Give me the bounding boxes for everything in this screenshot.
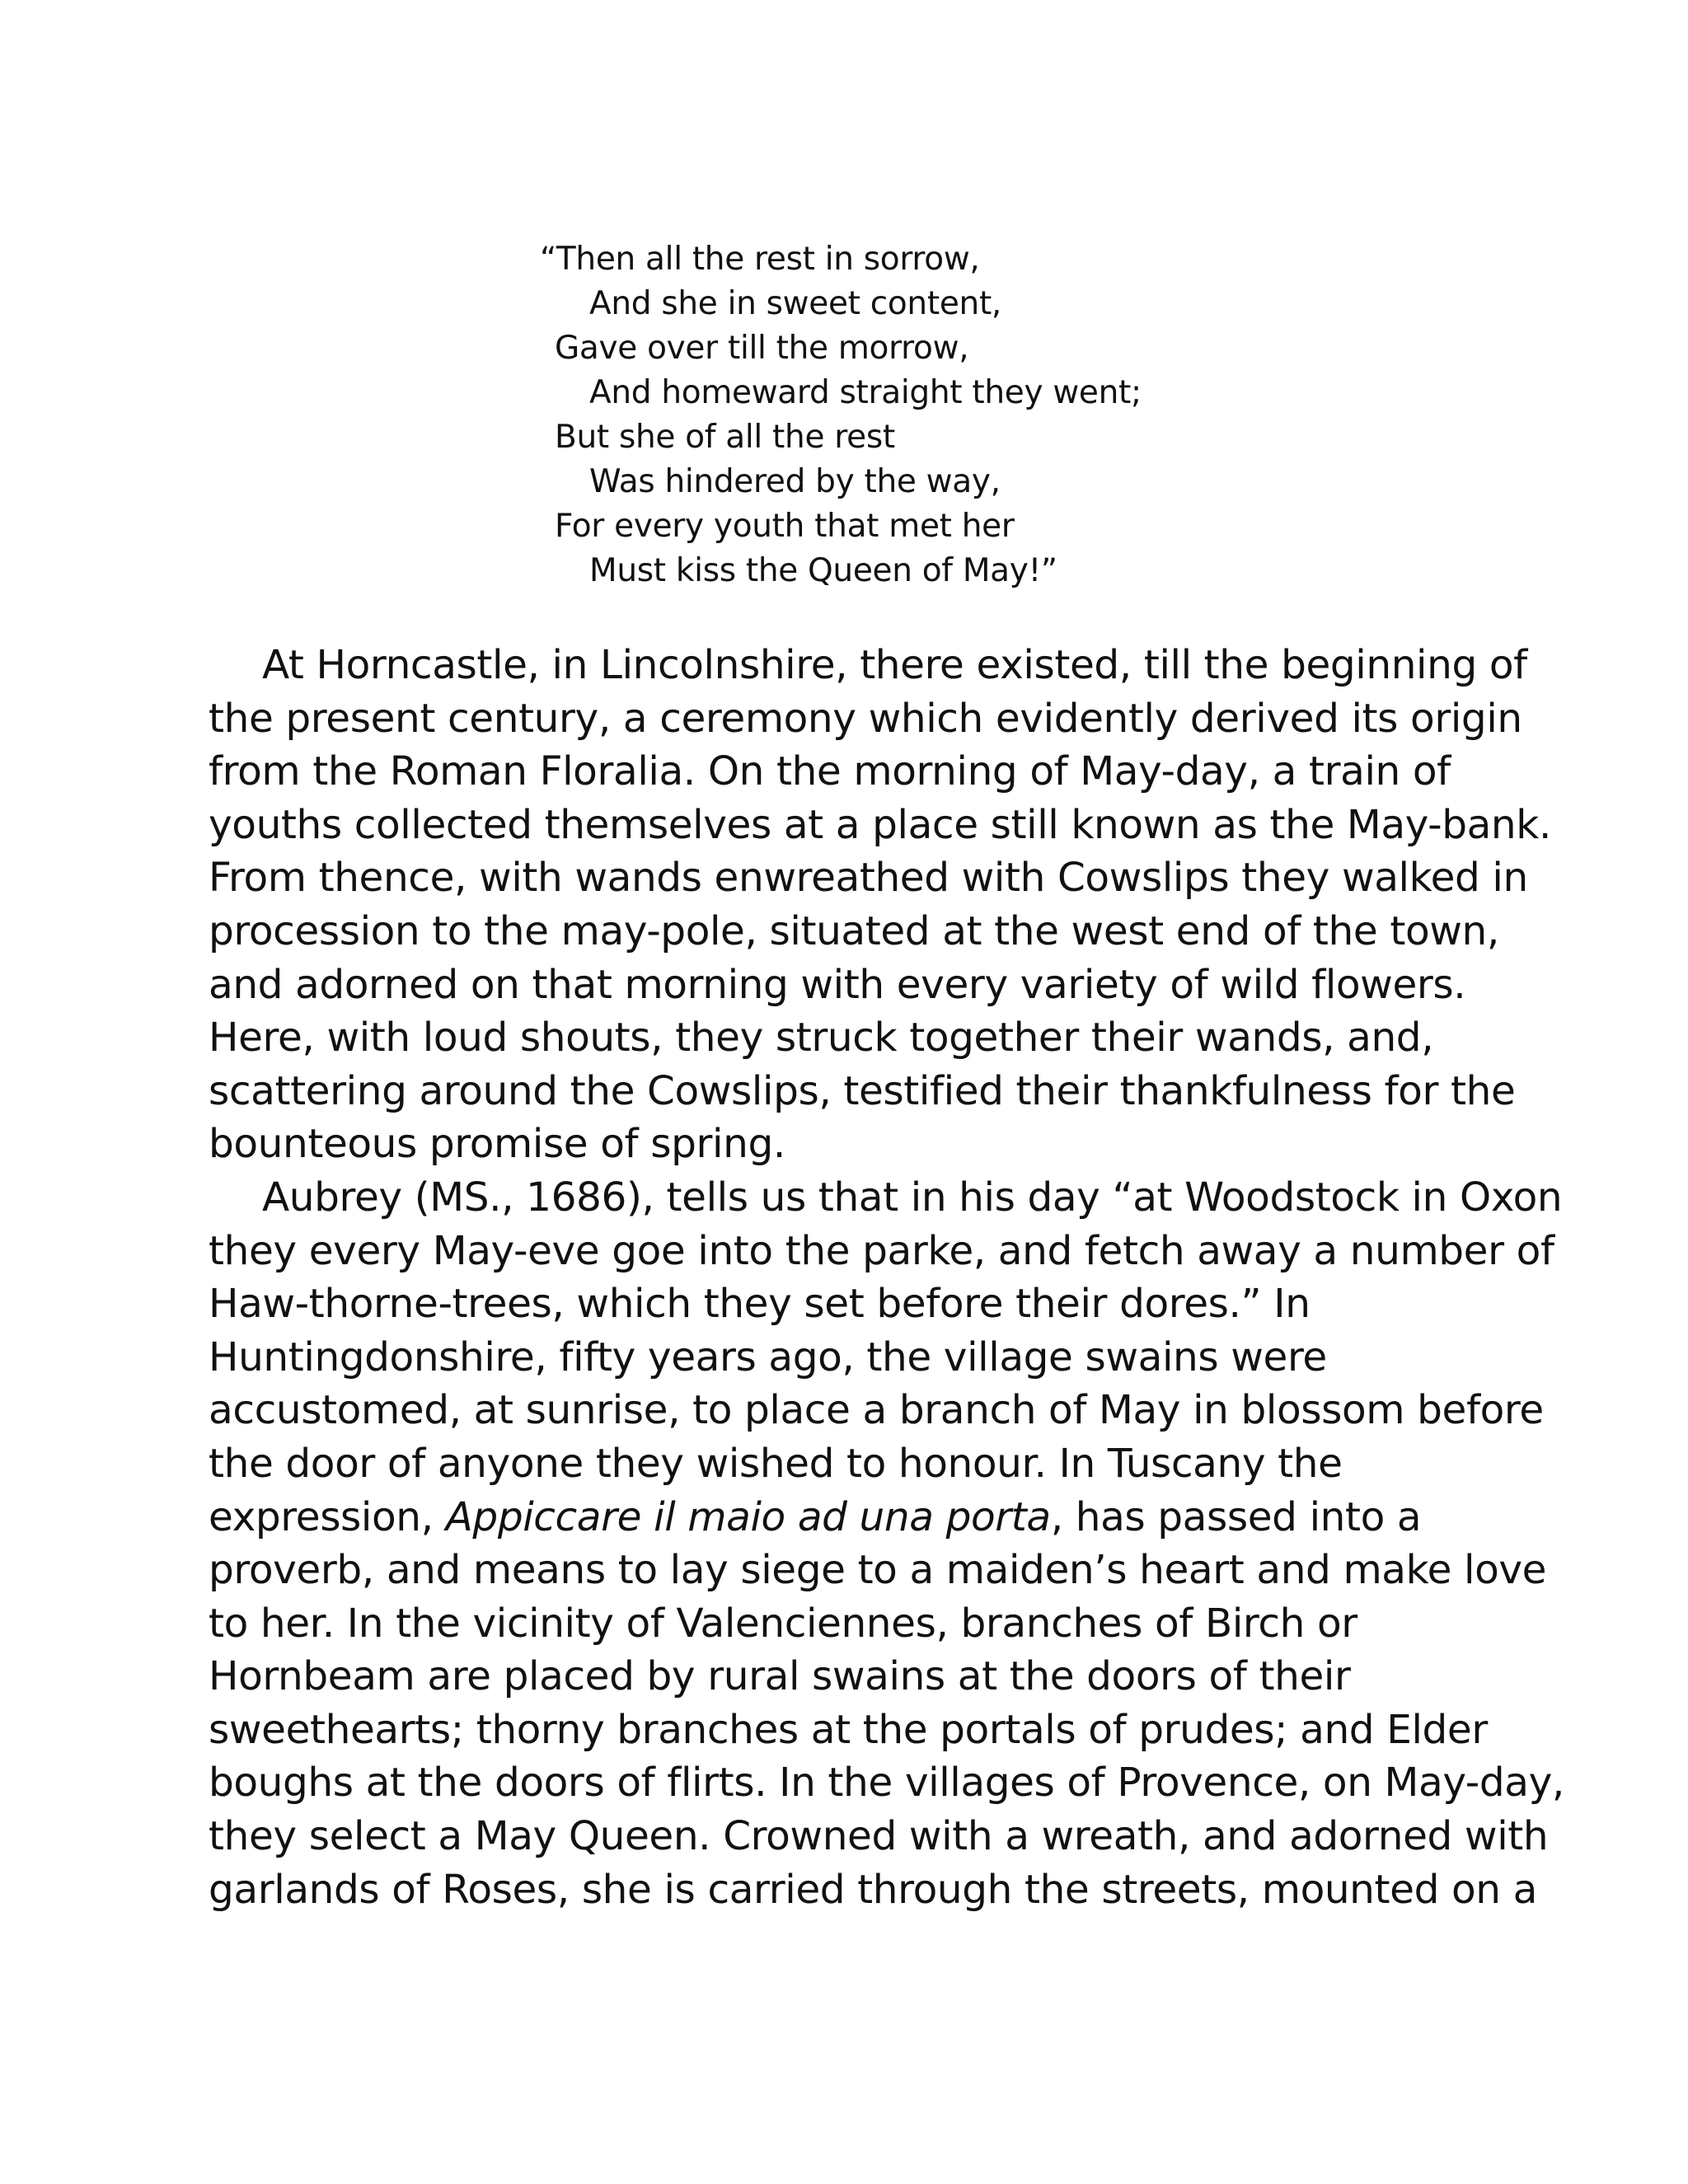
body-text [209, 639, 1564, 1916]
text-line: Haw-thorne-trees, which they set before their dores.” In [209, 1281, 1311, 1328]
text-line: Hornbeam are placed by rural swains at the doors of their [209, 1653, 1351, 1700]
text-line: boughs at the doors of flirts. In the villages of Provence, on May-day, [209, 1760, 1564, 1807]
text-line: scattering around the Cowslips, testified their thankfulness for the [209, 1067, 1516, 1114]
paragraph-horncastle [209, 639, 1551, 1171]
text-line-with-italic [209, 1491, 1494, 1544]
text-line: accustomed, at sunrise, to place a branch of May in blossom before [209, 1387, 1544, 1434]
text-line: to her. In the vicinity of Valenciennes, branches of Birch or [209, 1600, 1357, 1647]
text-line: At Horncastle, in Lincolnshire, there existed, till the beginning of [262, 642, 1527, 688]
poem-line: For every youth that met her [555, 508, 1015, 545]
text-line: Huntingdonshire, fifty years ago, the village swains were [209, 1333, 1327, 1380]
text-line: From thence, with wands enwreathed with Cowslips they walked in [209, 855, 1528, 902]
text-line: from the Roman Floralia. On the morning of May-day, a train of [209, 748, 1451, 795]
poem-line: Gave over till the morrow, [555, 330, 969, 367]
text-line: procession to the may-pole, situated at the west end of the town, [209, 907, 1499, 954]
poem-line: And homeward straight they went; [589, 374, 1142, 411]
text-line: they select a May Queen. Crowned with a wreath, and adorned with [209, 1813, 1549, 1860]
text-line: they every May-eve goe into the parke, and fetch away a number of [209, 1227, 1554, 1274]
text-run: , has passed into a [1050, 1493, 1422, 1540]
text-line: the door of anyone they wished to honour. In Tuscany the [209, 1440, 1343, 1487]
poem-stanza [540, 237, 1282, 593]
text-line: Here, with loud shouts, they struck together their wands, and, [209, 1015, 1434, 1062]
poem-line: “Then all the rest in sorrow, [540, 241, 980, 278]
text-run: expression, [209, 1493, 446, 1540]
poem-line: And she in sweet content, [589, 285, 1002, 322]
poem-line: But she of all the rest [555, 419, 895, 456]
text-line: the present century, a ceremony which evidently derived its origin [209, 695, 1522, 742]
poem-line: Must kiss the Queen of May!” [589, 552, 1057, 589]
poem-line: Was hindered by the way, [589, 463, 1001, 500]
text-line: and adorned on that morning with every variety of wild flowers. [209, 961, 1466, 1008]
text-line: proverb, and means to lay siege to a maiden’s heart and make love [209, 1547, 1547, 1594]
text-line: youths collected themselves at a place still known as the May-bank. [209, 801, 1551, 848]
text-line: bounteous promise of spring. [209, 1121, 785, 1168]
text-line: Aubrey (MS., 1686), tells us that in his day “at Woodstock in Oxon [262, 1174, 1563, 1221]
text-line: garlands of Roses, she is carried through the streets, mounted on a [209, 1866, 1537, 1913]
italic-phrase: Appiccare il maio ad una porta [445, 1493, 1051, 1540]
paragraph-aubrey [209, 1171, 1564, 1916]
text-line: sweethearts; thorny branches at the portals of prudes; and Elder [209, 1706, 1488, 1753]
